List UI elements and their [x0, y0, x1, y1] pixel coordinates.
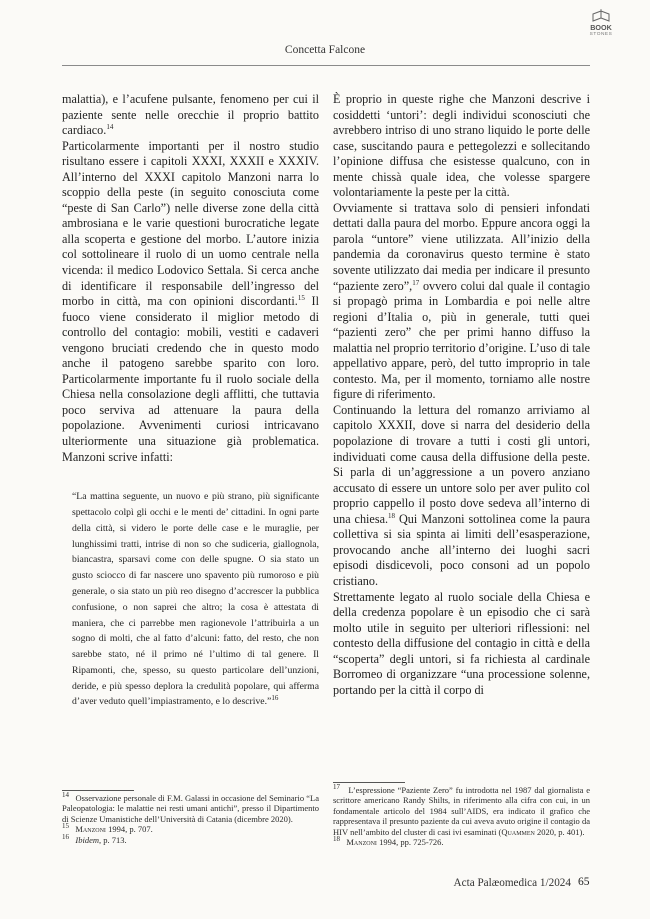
- footnote-ref[interactable]: 18: [388, 511, 396, 520]
- header-divider: [62, 65, 590, 66]
- footnote-16: $^{16}$ Ibidem, p. 713.: [62, 832, 127, 845]
- footnotes-right: [333, 785, 590, 847]
- footnote-17: $^{17}$ L’espressione “Paziente Zero” fu introdotta nel 1987 dal giornalista e scrittore americano Randy Shilts, in riferimento alla cifra con cui, in un fondamentale articolo del 1984 sull’AIDS, era indicato il grafico che rappresentava il presunto paziente da cui aveva avuto origine il contagio da HIV nell’ambito del cluster di casi ivi esaminati (Quammen 2020, p. 401).: [333, 783, 590, 837]
- publisher-logo: [580, 8, 622, 38]
- logo-line-2: STONES: [589, 32, 613, 37]
- paragraph: Particolarmente importanti per il nostro studio risultano essere i capitoli XXXI, XXXII e XXXIV. All’interno del XXXI capitolo Manzoni narra lo scoppio della peste (in seguito conosciuta come “peste di San Carlo”) nelle diverse zone della città ambrosiana e le varie questioni burocratiche legate alla scoperta e gestione del morbo. L’autore inizia col sottolineare il ruolo di un uomo centrale nella vicenda: il medico Lodovico Settala. Si cerca anche di identificare il responsabile dell’ingresso del morbo in città, ma con opinioni discordanti.$^{15}$ Il fuoco viene considerato il miglior metodo di controllo del contagio: mobili, vestiti e cadaveri vengono bruciati credendo che in questo modo anche il patogeno sarebbe sparito con loro. Particolarmente importante fu il ruolo sociale della Chiesa nella consolazione degli afflitti, che tuttavia poco serviva ad attenuare la paura della popolazione. Avvenimenti curiosi intricavano ulteriormente una situazione già problematica. Manzoni scrive infatti:: [62, 138, 319, 464]
- footnote-ref[interactable]: 14: [106, 123, 114, 132]
- right-column: [333, 92, 590, 698]
- footnote-15: $^{15}$ Manzoni 1994, p. 707.: [62, 822, 153, 835]
- paragraph: Ovviamente si trattava solo di pensieri infondati dettati dalla paura del morbo. Eppure ancora oggi la parola “untore” viene utilizzata. All’inizio della pandemia da coronavirus questo termine è stato sovente utilizzato dai media per indicare il presunto “paziente zero”,$^{17}$ ovvero colui dal quale il contagio si propagò prima in Lombardia e poi nelle altre regioni d’Italia o, più in generale, tutti quei “pazienti zero” che per primi hanno diffuso la malattia nel proprio territorio d’origine. L’uso di tale appellativo appare, però, del tutto improprio in tale contesto. Ma, per il momento, torniamo alle nostre figure di riferimento.: [333, 200, 591, 402]
- logo-line-1: BOOK: [590, 23, 612, 32]
- footnote-ref[interactable]: 16: [271, 694, 279, 703]
- running-header-author: Concetta Falcone: [284, 44, 366, 56]
- paragraph: Strettamente legato al ruolo sociale della Chiesa e della credenza popolare è un episodio che ci sarà molto utile in seguito per ulteriori riflessioni: nel contesto della diffusione del contagio in città e della “scoperta” degli untori, si fa richiesta al cardinale Borromeo di organizzare “una processione solenne, portando per la città il corpo di: [333, 589, 590, 697]
- footnote-divider-right: [333, 782, 405, 783]
- journal-footer: Acta Palæomedica 1/2024: [453, 877, 571, 889]
- paragraph: malattia), e l’acufene pulsante, fenomeno per cui il paziente sente nelle orecchie il proprio battito cardiaco.$^{14}$: [62, 92, 319, 138]
- footnote-ref[interactable]: 17: [412, 278, 420, 287]
- block-quote: “La mattina seguente, un nuovo e più strano, più significante spettacolo colpì gli occhi e le menti de’ cittadini. In ogni parte della città, si videro le porte delle case e le muraglie, per lunghissimi tratti, intrise di non so che sudiceria, giallognola, biancastra, sparsavi come con delle spugne. O sia stato un gusto sciocco di far nascere uno spavento più rumoroso e più generale, o sia stato un più reo disegno d’accrescer la pubblica confusione, o non saprei che altro; la cosa è attestata di maniera, che ci parrebbe men ragionevole l’attribuirla a un sogno di molti, che al fatto d’alcuni: fatto, del resto, che non sarebbe stato, né il primo né l’ultimo di tal genere. Il Ripamonti, che, spesso, su questo particolare dell’unzioni, deride, e più spesso deplora la credulità popolare, qui afferma d’aver veduto quell’impiastramento, e lo descrive.”$^{16}$: [72, 491, 319, 708]
- footnote-divider-left: [62, 790, 134, 791]
- book-stack-icon: [590, 8, 612, 24]
- footnote-ref[interactable]: 15: [297, 294, 305, 303]
- page-number: 65: [578, 876, 590, 888]
- left-column: [62, 92, 319, 710]
- footnote-14: $^{14}$ Osservazione personale di F.M. Galassi in occasione del Seminario “La Paleopatologia: le malattie nei resti umani antichi”, presso il Dipartimento di Scienze Umanistiche dell’Università di Catania (dicembre 2020).: [62, 791, 320, 824]
- footnote-18: $^{18}$ Manzoni 1994, pp. 725-726.: [333, 835, 444, 848]
- paragraph: È proprio in queste righe che Manzoni descrive i cosiddetti ‘untori’: degli individui sconosciuti che avrebbero intriso di uno strano liquido le porte delle case, suscitando paura e pettegolezzi e sollecitando l’opinione diffusa che esistesse qualcuno, con in mente chissà quale idea, che volesse spargere volontariamente la peste per la città.: [333, 92, 590, 200]
- paragraph: Continuando la lettura del romanzo arriviamo al capitolo XXXII, dove si narra del desiderio della popolazione di trovare a tutti i costi gli untori, individuati come causa della diffusione della peste. Si parla di un’aggressione a un povero anziano accusato di essere un untore solo per aver pulito col proprio cappello il posto dove sedeva all’interno di una chiesa.$^{18}$ Qui Manzoni sottolinea come la paura collettiva si sia spinta ai limiti dell’esasperazione, provocando anche all’interno dei luoghi sacri episodi disdicevoli, poco consoni ad un popolo cristiano.: [333, 402, 590, 588]
- footnotes-left: [62, 793, 319, 845]
